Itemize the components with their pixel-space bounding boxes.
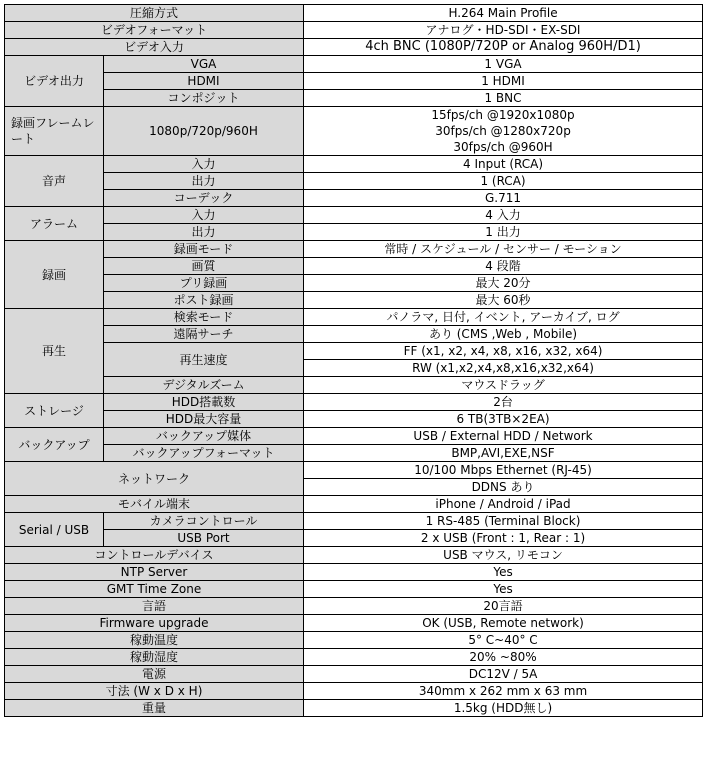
spec-label: モバイル端末 <box>5 496 304 513</box>
spec-group-label: 録画フレームレート <box>5 107 104 156</box>
spec-value: 4 入力 <box>304 207 703 224</box>
spec-label: 寸法 (W x D x H) <box>5 683 304 700</box>
spec-group-label: 録画 <box>5 241 104 309</box>
table-row <box>5 56 703 73</box>
table-row <box>5 326 703 343</box>
spec-sub-label: 入力 <box>104 156 304 173</box>
spec-value: iPhone / Android / iPad <box>304 496 703 513</box>
table-row <box>5 90 703 107</box>
spec-sub-label: USB Port <box>104 530 304 547</box>
spec-sub-label: HDD搭載数 <box>104 394 304 411</box>
table-row <box>5 241 703 258</box>
spec-value: G.711 <box>304 190 703 207</box>
spec-label: 電源 <box>5 666 304 683</box>
spec-label: 言語 <box>5 598 304 615</box>
table-row <box>5 190 703 207</box>
spec-sub-label: 1080p/720p/960H <box>104 107 304 156</box>
spec-sub-label: 入力 <box>104 207 304 224</box>
table-row <box>5 156 703 173</box>
spec-value: Yes <box>304 564 703 581</box>
spec-group-label: バックアップ <box>5 428 104 462</box>
table-row <box>5 547 703 564</box>
table-row <box>5 258 703 275</box>
spec-label: Firmware upgrade <box>5 615 304 632</box>
spec-value: 1 (RCA) <box>304 173 703 190</box>
spec-value: あり (CMS ,Web , Mobile) <box>304 326 703 343</box>
table-row <box>5 581 703 598</box>
spec-sub-label: 遠隔サーチ <box>104 326 304 343</box>
spec-label: ビデオ入力 <box>5 39 304 56</box>
table-row <box>5 73 703 90</box>
spec-sub-label: HDD最大容量 <box>104 411 304 428</box>
spec-table <box>4 4 703 717</box>
table-row <box>5 343 703 360</box>
spec-value: 6 TB(3TB×2EA) <box>304 411 703 428</box>
table-row <box>5 309 703 326</box>
spec-value: 4 Input (RCA) <box>304 156 703 173</box>
spec-sub-label: 出力 <box>104 173 304 190</box>
spec-label: 稼動湿度 <box>5 649 304 666</box>
spec-sub-label: コーデック <box>104 190 304 207</box>
spec-value: 4 段階 <box>304 258 703 275</box>
spec-value: 2 x USB (Front : 1, Rear : 1) <box>304 530 703 547</box>
spec-value: DC12V / 5A <box>304 666 703 683</box>
table-row <box>5 292 703 309</box>
table-row <box>5 615 703 632</box>
spec-sub-label: ポスト録画 <box>104 292 304 309</box>
spec-value: 1 VGA <box>304 56 703 73</box>
spec-label: 圧縮方式 <box>5 5 304 22</box>
spec-value: パノラマ, 日付, イベント, アーカイブ, ログ <box>304 309 703 326</box>
spec-sub-label: カメラコントロール <box>104 513 304 530</box>
spec-value: マウスドラッグ <box>304 377 703 394</box>
spec-label: GMT Time Zone <box>5 581 304 598</box>
spec-value: 1 HDMI <box>304 73 703 90</box>
spec-value: 5° C~40° C <box>304 632 703 649</box>
spec-value: 20言語 <box>304 598 703 615</box>
spec-value: FF (x1, x2, x4, x8, x16, x32, x64) <box>304 343 703 360</box>
spec-value: H.264 Main Profile <box>304 5 703 22</box>
spec-sub-label: 録画モード <box>104 241 304 258</box>
table-row <box>5 530 703 547</box>
spec-group-label: Serial / USB <box>5 513 104 547</box>
table-row <box>5 173 703 190</box>
spec-sub-label: コンポジット <box>104 90 304 107</box>
spec-sub-label: VGA <box>104 56 304 73</box>
spec-value: 20% ~80% <box>304 649 703 666</box>
table-row <box>5 462 703 479</box>
spec-value-line: 30fps/ch @1280x720p <box>435 124 571 138</box>
table-row <box>5 107 703 156</box>
table-row <box>5 598 703 615</box>
table-row <box>5 411 703 428</box>
table-row <box>5 564 703 581</box>
spec-value: 常時 / スケジュール / センサー / モーション <box>304 241 703 258</box>
spec-label: ネットワーク <box>5 462 304 496</box>
spec-sub-label: 画質 <box>104 258 304 275</box>
table-row <box>5 22 703 39</box>
spec-sub-label: デジタルズーム <box>104 377 304 394</box>
spec-value-multiline <box>304 107 703 156</box>
table-row <box>5 394 703 411</box>
spec-value: Yes <box>304 581 703 598</box>
table-row <box>5 496 703 513</box>
spec-sub-label: 検索モード <box>104 309 304 326</box>
table-row <box>5 377 703 394</box>
spec-sub-label: プリ録画 <box>104 275 304 292</box>
spec-value: DDNS あり <box>304 479 703 496</box>
spec-value: 2台 <box>304 394 703 411</box>
table-row <box>5 207 703 224</box>
spec-value: BMP,AVI,EXE,NSF <box>304 445 703 462</box>
spec-value-line: 30fps/ch @960H <box>453 140 553 154</box>
spec-label: コントロールデバイス <box>5 547 304 564</box>
spec-value: 340mm x 262 mm x 63 mm <box>304 683 703 700</box>
table-row <box>5 649 703 666</box>
table-row <box>5 275 703 292</box>
spec-value: 1.5kg (HDD無し) <box>304 700 703 717</box>
table-row <box>5 683 703 700</box>
table-row <box>5 39 703 56</box>
spec-sub-label: HDMI <box>104 73 304 90</box>
spec-label: NTP Server <box>5 564 304 581</box>
spec-label: ビデオフォーマット <box>5 22 304 39</box>
spec-value-line: 15fps/ch @1920x1080p <box>431 108 575 122</box>
spec-value: 最大 60秒 <box>304 292 703 309</box>
spec-value: 1 出力 <box>304 224 703 241</box>
spec-group-label: ビデオ出力 <box>5 56 104 107</box>
spec-value: 10/100 Mbps Ethernet (RJ-45) <box>304 462 703 479</box>
spec-group-label: 再生 <box>5 309 104 394</box>
spec-value: アナログ・HD-SDI・EX-SDI <box>304 22 703 39</box>
table-row <box>5 700 703 717</box>
spec-label: 重量 <box>5 700 304 717</box>
spec-group-label: ストレージ <box>5 394 104 428</box>
spec-label: 稼動温度 <box>5 632 304 649</box>
table-row <box>5 513 703 530</box>
table-row <box>5 445 703 462</box>
table-row <box>5 224 703 241</box>
spec-value: 1 BNC <box>304 90 703 107</box>
spec-value: 4ch BNC (1080P/720P or Analog 960H/D1) <box>304 39 703 56</box>
spec-value: USB / External HDD / Network <box>304 428 703 445</box>
spec-value: 最大 20分 <box>304 275 703 292</box>
spec-group-label: 音声 <box>5 156 104 207</box>
table-row <box>5 428 703 445</box>
spec-value: USB マウス, リモコン <box>304 547 703 564</box>
table-row <box>5 666 703 683</box>
spec-value: 1 RS-485 (Terminal Block) <box>304 513 703 530</box>
table-row <box>5 5 703 22</box>
spec-sub-label: バックアップ媒体 <box>104 428 304 445</box>
spec-sub-label: バックアップフォーマット <box>104 445 304 462</box>
table-row <box>5 632 703 649</box>
spec-value: RW (x1,x2,x4,x8,x16,x32,x64) <box>304 360 703 377</box>
spec-value: OK (USB, Remote network) <box>304 615 703 632</box>
spec-sub-label: 出力 <box>104 224 304 241</box>
spec-sub-label: 再生速度 <box>104 343 304 377</box>
spec-group-label: アラーム <box>5 207 104 241</box>
